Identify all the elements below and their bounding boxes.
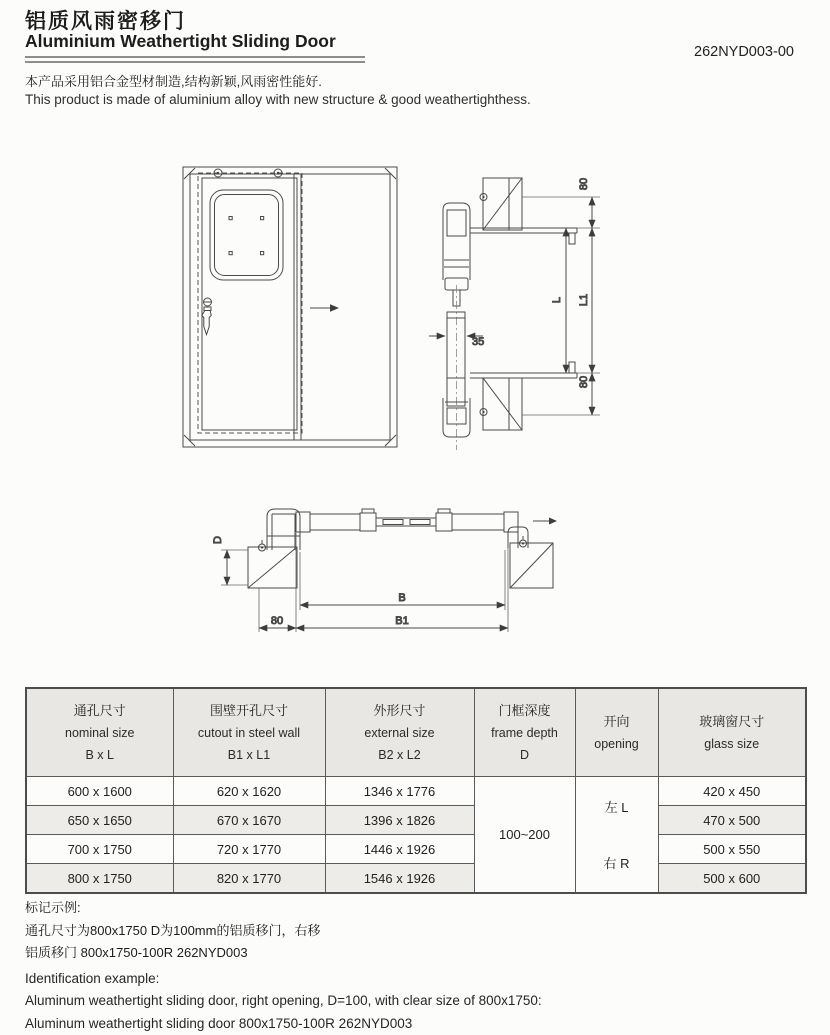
header-opening: 开向 opening [575, 688, 658, 777]
dim-label-80-bottom: 80 [578, 376, 590, 388]
cell-external: 1546 x 1926 [325, 864, 474, 894]
dim-label-D: D [212, 536, 224, 544]
title-double-rule [25, 56, 365, 63]
cell-external: 1446 x 1926 [325, 835, 474, 864]
cell-glass: 500 x 550 [658, 835, 806, 864]
example-line1-english: Aluminum weathertight sliding door, right opening, D=100, with clear size of 800x1750: [25, 990, 542, 1013]
identification-example [25, 897, 542, 1035]
dim-label-35: 35 [472, 336, 484, 348]
cell-frame-depth: 100~200 [474, 777, 575, 894]
cell-nominal: 800 x 1750 [26, 864, 173, 894]
slide-direction-arrow-section [533, 518, 557, 525]
cell-opening [575, 777, 658, 894]
example-label-english: Identification example: [25, 968, 542, 991]
cell-nominal: 600 x 1600 [26, 777, 173, 806]
opening-right-label: 右 R [576, 853, 658, 872]
glass-window [210, 190, 283, 280]
opening-left-label: 左 L [576, 797, 658, 816]
cell-cutout: 620 x 1620 [173, 777, 325, 806]
vertical-section-drawing [429, 178, 600, 450]
page-title-chinese: 铝质风雨密移门 [25, 5, 186, 35]
front-view-drawing [183, 167, 397, 447]
cell-cutout: 670 x 1670 [173, 806, 325, 835]
cell-external: 1346 x 1776 [325, 777, 474, 806]
horizontal-section-drawing [212, 509, 557, 632]
cell-cutout: 820 x 1770 [173, 864, 325, 894]
dim-label-L1: L1 [578, 294, 590, 306]
example-line1-chinese: 通孔尺寸为800x1750 D为100mm的铝质移门，右移 [25, 920, 542, 943]
example-line2-chinese: 铝质移门 800x1750-100R 262NYD003 [25, 942, 542, 965]
cell-glass: 500 x 600 [658, 864, 806, 894]
table-header-row [26, 688, 806, 777]
product-description-chinese: 本产品采用铝合金型材制造,结构新颖,风雨密性能好. [25, 71, 322, 90]
cell-glass: 420 x 450 [658, 777, 806, 806]
header-glass-size: 玻璃窗尺寸 glass size [658, 688, 806, 777]
header-external-size: 外形尺寸 external size B2 x L2 [325, 688, 474, 777]
table-row [26, 806, 806, 835]
table-row [26, 864, 806, 894]
cell-nominal: 650 x 1650 [26, 806, 173, 835]
drawing-number: 262NYD003-00 [694, 44, 794, 60]
example-line2-english: Aluminum weathertight sliding door 800x1750-100R 262NYD003 [25, 1013, 542, 1035]
slide-direction-arrow [310, 304, 339, 312]
header-frame-depth: 门框深度 frame depth D [474, 688, 575, 777]
specification-table [25, 687, 807, 894]
cell-cutout: 720 x 1770 [173, 835, 325, 864]
cell-external: 1396 x 1826 [325, 806, 474, 835]
table-row [26, 777, 806, 806]
cell-nominal: 700 x 1750 [26, 835, 173, 864]
cell-glass: 470 x 500 [658, 806, 806, 835]
dim-label-80-top: 80 [578, 178, 590, 190]
header-cutout-size: 围壁开孔尺寸 cutout in steel wall B1 x L1 [173, 688, 325, 777]
table-row [26, 835, 806, 864]
example-label-chinese: 标记示例: [25, 897, 542, 920]
door-handle [202, 298, 212, 335]
header-nominal-size: 通孔尺寸 nominal size B x L [26, 688, 173, 777]
dim-label-80: 80 [271, 615, 283, 627]
page-title-english: Aluminium Weathertight Sliding Door [25, 31, 336, 52]
dim-label-B: B [398, 592, 405, 604]
product-description-english: This product is made of aluminium alloy with new structure & good weathertighthess. [25, 92, 531, 107]
technical-drawings [0, 140, 830, 660]
dim-label-B1: B1 [395, 615, 408, 627]
dim-label-L: L [551, 297, 563, 303]
